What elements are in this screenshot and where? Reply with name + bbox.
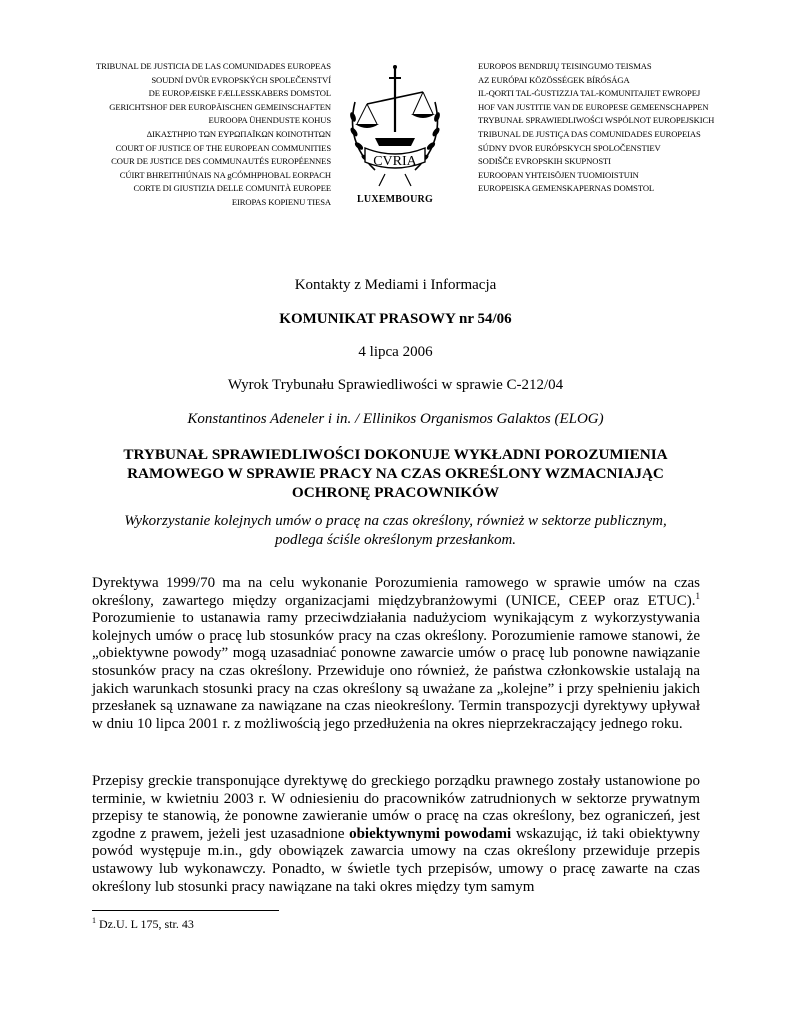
masthead-left-courts xyxy=(96,60,331,210)
paragraph-text: Przepisy greckie transponujące dyrektywę do greckiego porządku prawnego zostały ustanowione po terminie, w kwietniu 2003 r. W odniesieniu do pracowników zatrudnionych w sektorze prywatnym przepisy te stanowią, że ponowne zawieranie umów o pracę na czas określony, bez ograniczeń, jest zgodne z prawem, jeżeli jest uzasadnione xyxy=(92,773,700,842)
headline-line: OCHRONĘ PRACOWNIKÓW xyxy=(291,484,500,501)
court-name-line: EUROPEISKA GEMENSKAPERNAS DOMSTOL xyxy=(478,183,655,194)
footnote-text: Dz.U. L 175, str. 43 xyxy=(96,917,194,931)
court-name-line: DE EUROPÆISKE FÆLLESSKABERS DOMSTOL xyxy=(148,88,331,99)
footnote-divider xyxy=(92,910,279,911)
court-name-line: IL-QORTI TAL-ĠUSTIZZJA TAL-KOMUNITAJIET EWROPEJ xyxy=(478,88,701,99)
court-name-line: EUROPOS BENDRIJŲ TEISINGUMO TEISMAS xyxy=(478,61,652,71)
logo-text: CVRIA xyxy=(373,154,417,169)
case-parties: Konstantinos Adeneler i in. / Ellinikos Organismos Galaktos (ELOG) xyxy=(187,411,604,427)
court-name-line: EUROOPAN YHTEISÖJEN TUOMIOISTUIN xyxy=(478,169,639,180)
court-name-line: TRIBUNAL DE JUSTICIA DE LAS COMUNIDADES EUROPEAS xyxy=(95,61,331,71)
court-name-line: CÚIRT BHREITHIÚNAIS NA gCÓMHPHOBAL EORPACH xyxy=(119,169,331,180)
paragraph-text: Porozumienie to ustanawia ramy przeciwdziałania nadużyciom wynikającym z wykorzystywania kolejnych umów o pracę lub stosunków pracy na czas określony. Porozumienie ramowe stanowi, że „obiektywne powody” mogą uzasadniać ponowne zawarcie umów o pracę lub ponowne nawiązanie stosunków pracy na czas określony. Przewiduje ono również, że państwa członkowskie ustalają na jakich warunkach stosunki pracy na czas określony są uważane za „kolejne” i przy spełnieniu jakich przesłanek są uznawane za nawiązane na czas nieokreślony. Termin transpozycji dyrektywy upływał w dniu 10 lipca 2001 r. z możliwością jego przedłużenia na okres nieprzekraczający jednego roku. xyxy=(92,610,700,732)
communique-number: KOMUNIKAT PRASOWY nr 54/06 xyxy=(279,311,512,327)
headline-line: RAMOWEGO W SPRAWIE PRACY NA CZAS OKREŚLONY WZMACNIAJĄC xyxy=(127,465,664,482)
body-paragraph-2 xyxy=(92,773,700,896)
court-name-line: EUROOPA ÜHENDUSTE KOHUS xyxy=(208,115,331,126)
paragraph-text: Dyrektywa 1999/70 ma na celu wykonanie Porozumienia ramowego w sprawie umów na czas określony, zawartego między organizacjami międzybranżowymi (UNICE, CEEP oraz ETUC). xyxy=(92,575,700,609)
footnote xyxy=(92,917,194,932)
court-name-line: AZ EURÓPAI KÖZÖSSÉGEK BÍRÓSÁGA xyxy=(478,74,630,85)
court-name-line: TRIBUNAL DE JUSTIÇA DAS COMUNIDADES EUROPEIAS xyxy=(478,128,701,139)
court-name-line: SÚDNY DVOR EURÓPSKYCH SPOLOČENSTIEV xyxy=(478,142,661,153)
subheadline-line: Wykorzystanie kolejnych umów o pracę na czas określony, również w sektorze publicznym, xyxy=(124,513,667,529)
subheadline-line: podlega ściśle określonym przesłankom. xyxy=(274,532,517,548)
headline-line: TRYBUNAŁ SPRAWIEDLIWOŚCI DOKONUJE WYKŁADNI POROZUMIENIA xyxy=(123,446,668,463)
court-name-line: HOF VAN JUSTITIE VAN DE EUROPESE GEMEENSCHAPPEN xyxy=(478,101,709,112)
curia-emblem-icon xyxy=(345,62,445,197)
footnote-marker: 1 xyxy=(92,916,96,925)
court-name-line: COURT OF JUSTICE OF THE EUROPEAN COMMUNITIES xyxy=(115,142,331,153)
court-name-line: SOUDNÍ DVŮR EVROPSKÝCH SPOLEČENSTVÍ xyxy=(151,74,331,85)
court-name-line: GERICHTSHOF DER EUROPÄISCHEN GEMEINSCHAFTEN xyxy=(109,101,331,112)
communique-date: 4 lipca 2006 xyxy=(358,344,433,360)
paragraph-text: wskazując, iż taki obiektywny powód występuje m.in., gdy obowiązek zawarcia umowy na czas określony przewiduje przepis ustawowy lub wykonawczy. Ponadto, w świetle tych przepisów, umowy o pracę zawarte na czas określony lub stosunki pracy nawiązane na taki okres między tym samym xyxy=(92,825,700,895)
court-name-line: ΔΙΚΑΣΤΗΡΙΟ ΤΩΝ ΕΥΡΩΠΑΪΚΩΝ ΚΟΙΝΟΤΗΤΩΝ xyxy=(146,128,331,139)
court-name-line: CORTE DI GIUSTIZIA DELLE COMUNITÀ EUROPEE xyxy=(133,183,331,194)
court-name-line: EIROPAS KOPIENU TIESA xyxy=(231,196,331,207)
headline xyxy=(0,445,791,502)
body-paragraph-1 xyxy=(92,575,700,733)
contact-line: Kontakty z Mediami i Informacja xyxy=(294,277,497,293)
judgment-reference: Wyrok Trybunału Sprawiedliwości w sprawie C-212/04 xyxy=(227,377,564,393)
city-label: LUXEMBOURG xyxy=(357,194,433,205)
masthead xyxy=(0,60,791,230)
emphasis-text: obiektywnymi powodami xyxy=(349,825,512,842)
masthead-right-courts xyxy=(478,60,714,196)
court-name-line: COUR DE JUSTICE DES COMMUNAUTÉS EUROPÉENNES xyxy=(111,156,331,167)
footnote-ref[interactable]: 1 xyxy=(695,590,700,601)
subheadline xyxy=(0,512,791,550)
court-name-line: SODIŠČE EVROPSKIH SKUPNOSTI xyxy=(478,156,611,167)
court-name-line: TRYBUNAŁ SPRAWIEDLIWOŚCI WSPÓLNOT EUROPEJSKICH xyxy=(478,115,715,126)
